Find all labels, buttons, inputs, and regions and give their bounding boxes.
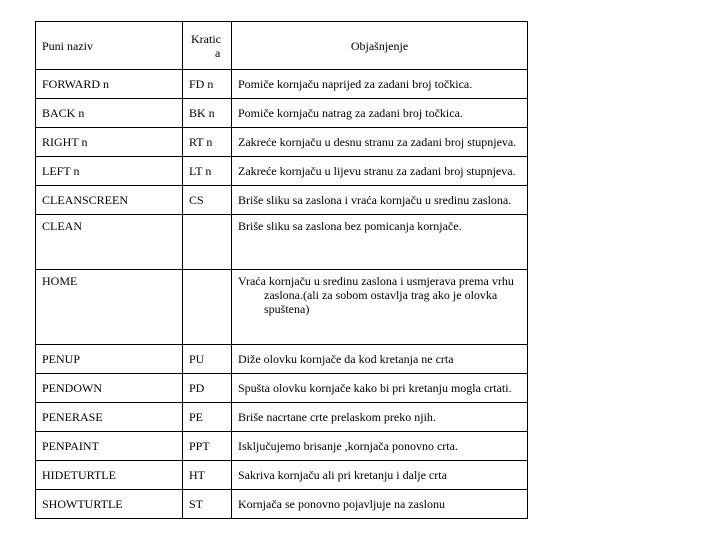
table-row [36,270,528,345]
table-row [36,70,528,99]
command-explanation: Briše sliku sa zaslona i vraća kornjaču u sredinu zaslona. [232,186,528,215]
command-name: HOME [36,270,183,345]
table-row [36,186,528,215]
command-abbreviation: HT [183,461,232,490]
command-explanation: Isključujemo brisanje ,kornjača ponovno crta. [232,432,528,461]
header-abbreviation-line1: Kratic [191,31,221,46]
command-name: PENERASE [36,403,183,432]
table-row [36,374,528,403]
command-abbreviation: PE [183,403,232,432]
command-abbreviation: PU [183,345,232,374]
command-abbreviation: BK n [183,99,232,128]
command-abbreviation [183,270,232,345]
command-abbreviation: CS [183,186,232,215]
command-abbreviation: FD n [183,70,232,99]
table-row [36,345,528,374]
table-row [36,157,528,186]
command-explanation-line1: Vraća kornjaču u sredinu zaslona i usmjerava prema vrhu [238,274,514,288]
command-name: CLEANSCREEN [36,186,183,215]
command-name: SHOWTURTLE [36,490,183,519]
table-row [36,432,528,461]
command-explanation: Spušta olovku kornjače kako bi pri kretanju mogla crtati. [232,374,528,403]
command-explanation-line2: zaslona.(ali za sobom ostavlja trag ako je olovka [264,288,498,302]
command-abbreviation: PPT [183,432,232,461]
command-explanation: Diže olovku kornjače da kod kretanja ne crta [232,345,528,374]
command-name: PENUP [36,345,183,374]
header-abbreviation [183,22,232,70]
header-row [36,22,528,70]
command-name: RIGHT n [36,128,183,157]
command-abbreviation: RT n [183,128,232,157]
command-explanation [232,270,528,345]
table-row [36,403,528,432]
table-row [36,99,528,128]
command-abbreviation: ST [183,490,232,519]
command-name: BACK n [36,99,183,128]
command-name: CLEAN [36,215,183,270]
table-row [36,128,528,157]
table-row [36,490,528,519]
header-explanation: Objašnjenje [232,22,528,70]
command-explanation: Briše nacrtane crte prelaskom preko njih. [232,403,528,432]
command-abbreviation [183,215,232,270]
header-full-name: Puni naziv [36,22,183,70]
command-explanation: Kornjača se ponovno pojavljuje na zaslonu [232,490,528,519]
command-explanation: Zakreće kornjaču u desnu stranu za zadani broj stupnjeva. [232,128,528,157]
command-abbreviation: PD [183,374,232,403]
command-explanation: Zakreće kornjaču u lijevu stranu za zadani broj stupnjeva. [232,157,528,186]
command-explanation: Sakriva kornjaču ali pri kretanju i dalje crta [232,461,528,490]
command-explanation-line3: spuštena) [264,302,310,316]
command-abbreviation: LT n [183,157,232,186]
command-explanation: Pomiče kornjaču naprijed za zadani broj točkica. [232,70,528,99]
command-name: LEFT n [36,157,183,186]
table-row [36,215,528,270]
header-abbreviation-line2: a [215,45,221,60]
table-row [36,461,528,490]
command-name: PENDOWN [36,374,183,403]
command-name: PENPAINT [36,432,183,461]
command-table [35,21,528,519]
command-name: HIDETURTLE [36,461,183,490]
command-name: FORWARD n [36,70,183,99]
command-explanation: Pomiče kornjaču natrag za zadani broj točkica. [232,99,528,128]
command-explanation: Briše sliku sa zaslona bez pomicanja kornjače. [232,215,528,270]
